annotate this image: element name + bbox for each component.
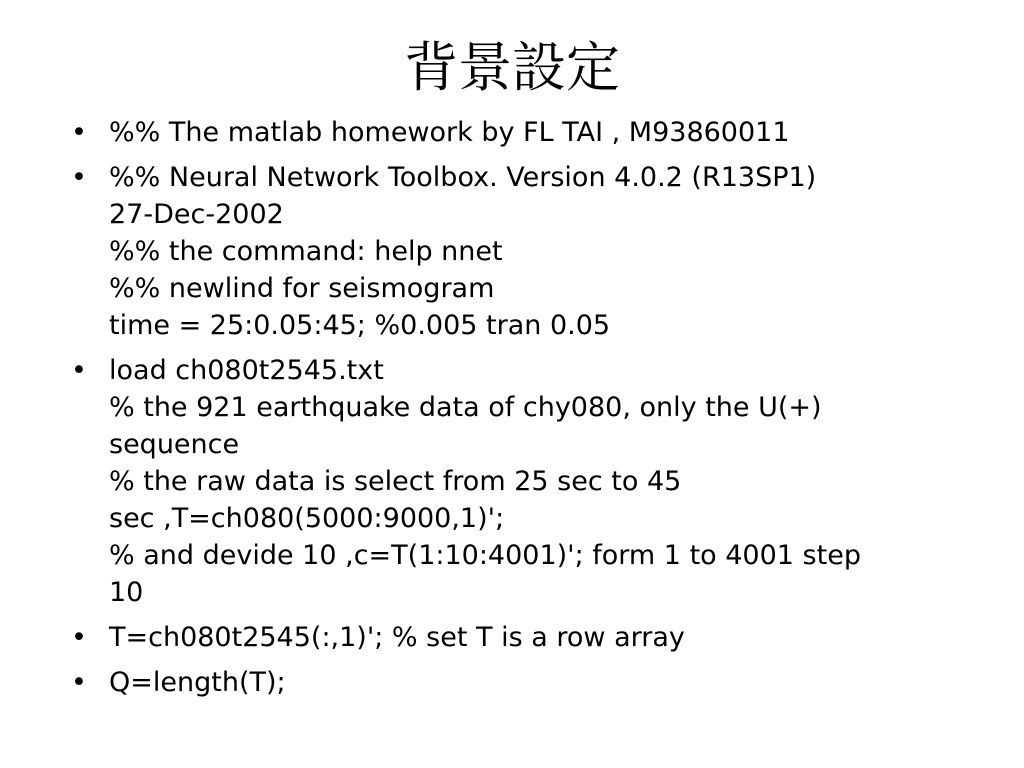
bullet-item	[71, 664, 971, 701]
bullet-line: %% newlind for seismogram	[109, 273, 495, 304]
bullet-line: % and devide 10 ,c=T(1:10:4001)'; form 1 to 4001 step	[109, 540, 861, 571]
bullet-icon: •	[71, 622, 87, 653]
bullet-icon: •	[71, 355, 87, 386]
bullet-line: % the raw data is select from 25 sec to 45	[109, 466, 682, 497]
bullet-line: %% The matlab homework by FL TAI , M93860011	[109, 117, 790, 148]
bullet-item	[71, 619, 971, 656]
bullet-line: 27-Dec-2002	[109, 199, 284, 230]
bullet-line: time = 25:0.05:45; %0.005 tran 0.05	[109, 310, 611, 341]
bullet-line: %% Neural Network Toolbox. Version 4.0.2 (R13SP1)	[109, 162, 817, 193]
bullet-icon: •	[71, 162, 87, 193]
bullet-line: % the 921 earthquake data of chy080, only the U(+)	[109, 392, 822, 423]
bullet-line: Q=length(T);	[109, 667, 286, 698]
bullet-line: sequence	[109, 429, 240, 460]
bullet-item	[71, 159, 971, 344]
bullet-item	[71, 114, 971, 151]
bullet-line: %% the command: help nnet	[109, 236, 503, 267]
slide-title: 背景設定	[404, 36, 620, 99]
bullet-line: T=ch080t2545(:,1)'; % set T is a row array	[109, 622, 685, 653]
bullet-icon: •	[71, 667, 87, 698]
bullet-line: load ch080t2545.txt	[109, 355, 384, 386]
bullet-line: sec ,T=ch080(5000:9000,1)';	[109, 503, 505, 534]
bullet-line: 10	[109, 577, 144, 608]
bullet-list	[71, 114, 971, 709]
bullet-item	[71, 352, 971, 611]
bullet-icon: •	[71, 117, 87, 148]
